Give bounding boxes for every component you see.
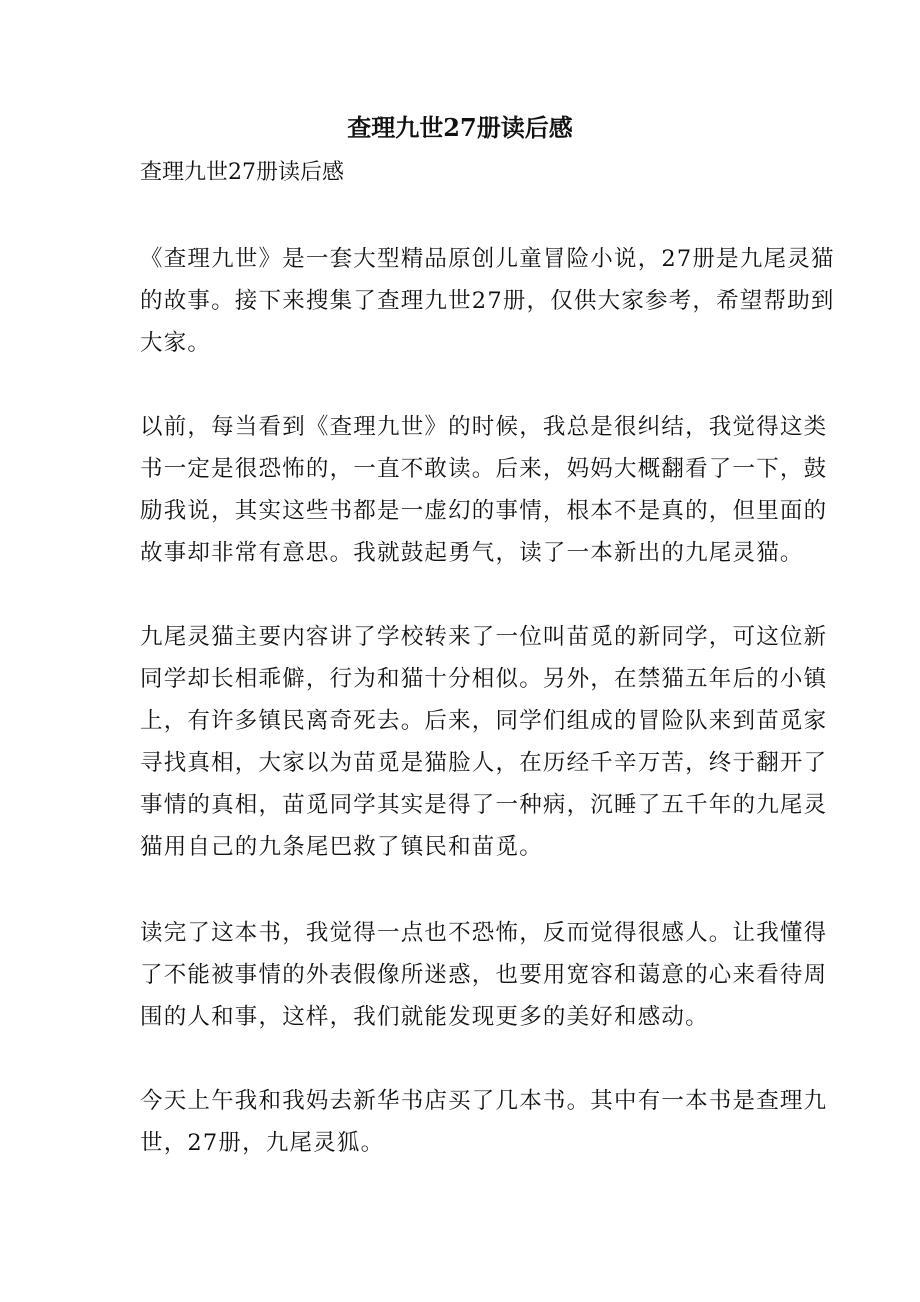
text-line: 猫用自己的九条尾巴救了镇民和苗觅。 (140, 834, 543, 860)
paragraph-before-reading (140, 412, 828, 580)
text-line: 故事却非常有意思。我就鼓起勇气，读了一本新出的九尾灵猫。 (140, 540, 804, 566)
text-line: 励我说，其实这些书都是一虚幻的事情，根本不是真的，但里面的 (140, 498, 828, 524)
text-line: 《查理九世》是一套大型精品原创儿童冒险小说，27册是九尾灵猫 (140, 246, 835, 272)
text-line: 书一定是很恐怖的，一直不敢读。后来，妈妈大概翻看了一下，鼓 (140, 456, 828, 482)
text-line: 同学却长相乖僻，行为和猫十分相似。另外，在禁猫五年后的小镇 (140, 666, 828, 692)
text-line: 大家。 (140, 330, 212, 356)
document-subtitle: 查理九世27册读后感 (140, 160, 344, 185)
text-line: 今天上午我和我妈去新华书店买了几本书。其中有一本书是查理九 (140, 1088, 828, 1114)
paragraph-bookstore (140, 1086, 828, 1170)
text-line: 读完了这本书，我觉得一点也不恐怖，反而觉得很感人。让我懂得 (140, 920, 828, 946)
text-line: 以前，每当看到《查理九世》的时候，我总是很纠结，我觉得这类 (140, 414, 828, 440)
text-line: 上，有许多镇民离奇死去。后来，同学们组成的冒险队来到苗觅家 (140, 708, 828, 734)
text-line: 寻找真相，大家以为苗觅是猫脸人，在历经千辛万苦，终于翻开了 (140, 750, 828, 776)
text-line: 了不能被事情的外表假像所迷惑，也要用宽容和蔼意的心来看待周 (140, 962, 828, 988)
document-title: 查理九世27册读后感 (347, 113, 573, 142)
text-line: 的故事。接下来搜集了查理九世27册，仅供大家参考，希望帮助到 (140, 288, 835, 314)
paragraph-intro (140, 244, 835, 370)
text-line: 九尾灵猫主要内容讲了学校转来了一位叫苗觅的新同学，可这位新 (140, 624, 828, 650)
paragraph-summary (140, 622, 828, 874)
text-line: 事情的真相，苗觅同学其实是得了一种病，沉睡了五千年的九尾灵 (140, 792, 828, 818)
text-line: 围的人和事，这样，我们就能发现更多的美好和感动。 (140, 1004, 709, 1030)
paragraph-reflection (140, 918, 828, 1044)
text-line: 世，27册，九尾灵狐。 (140, 1130, 385, 1156)
